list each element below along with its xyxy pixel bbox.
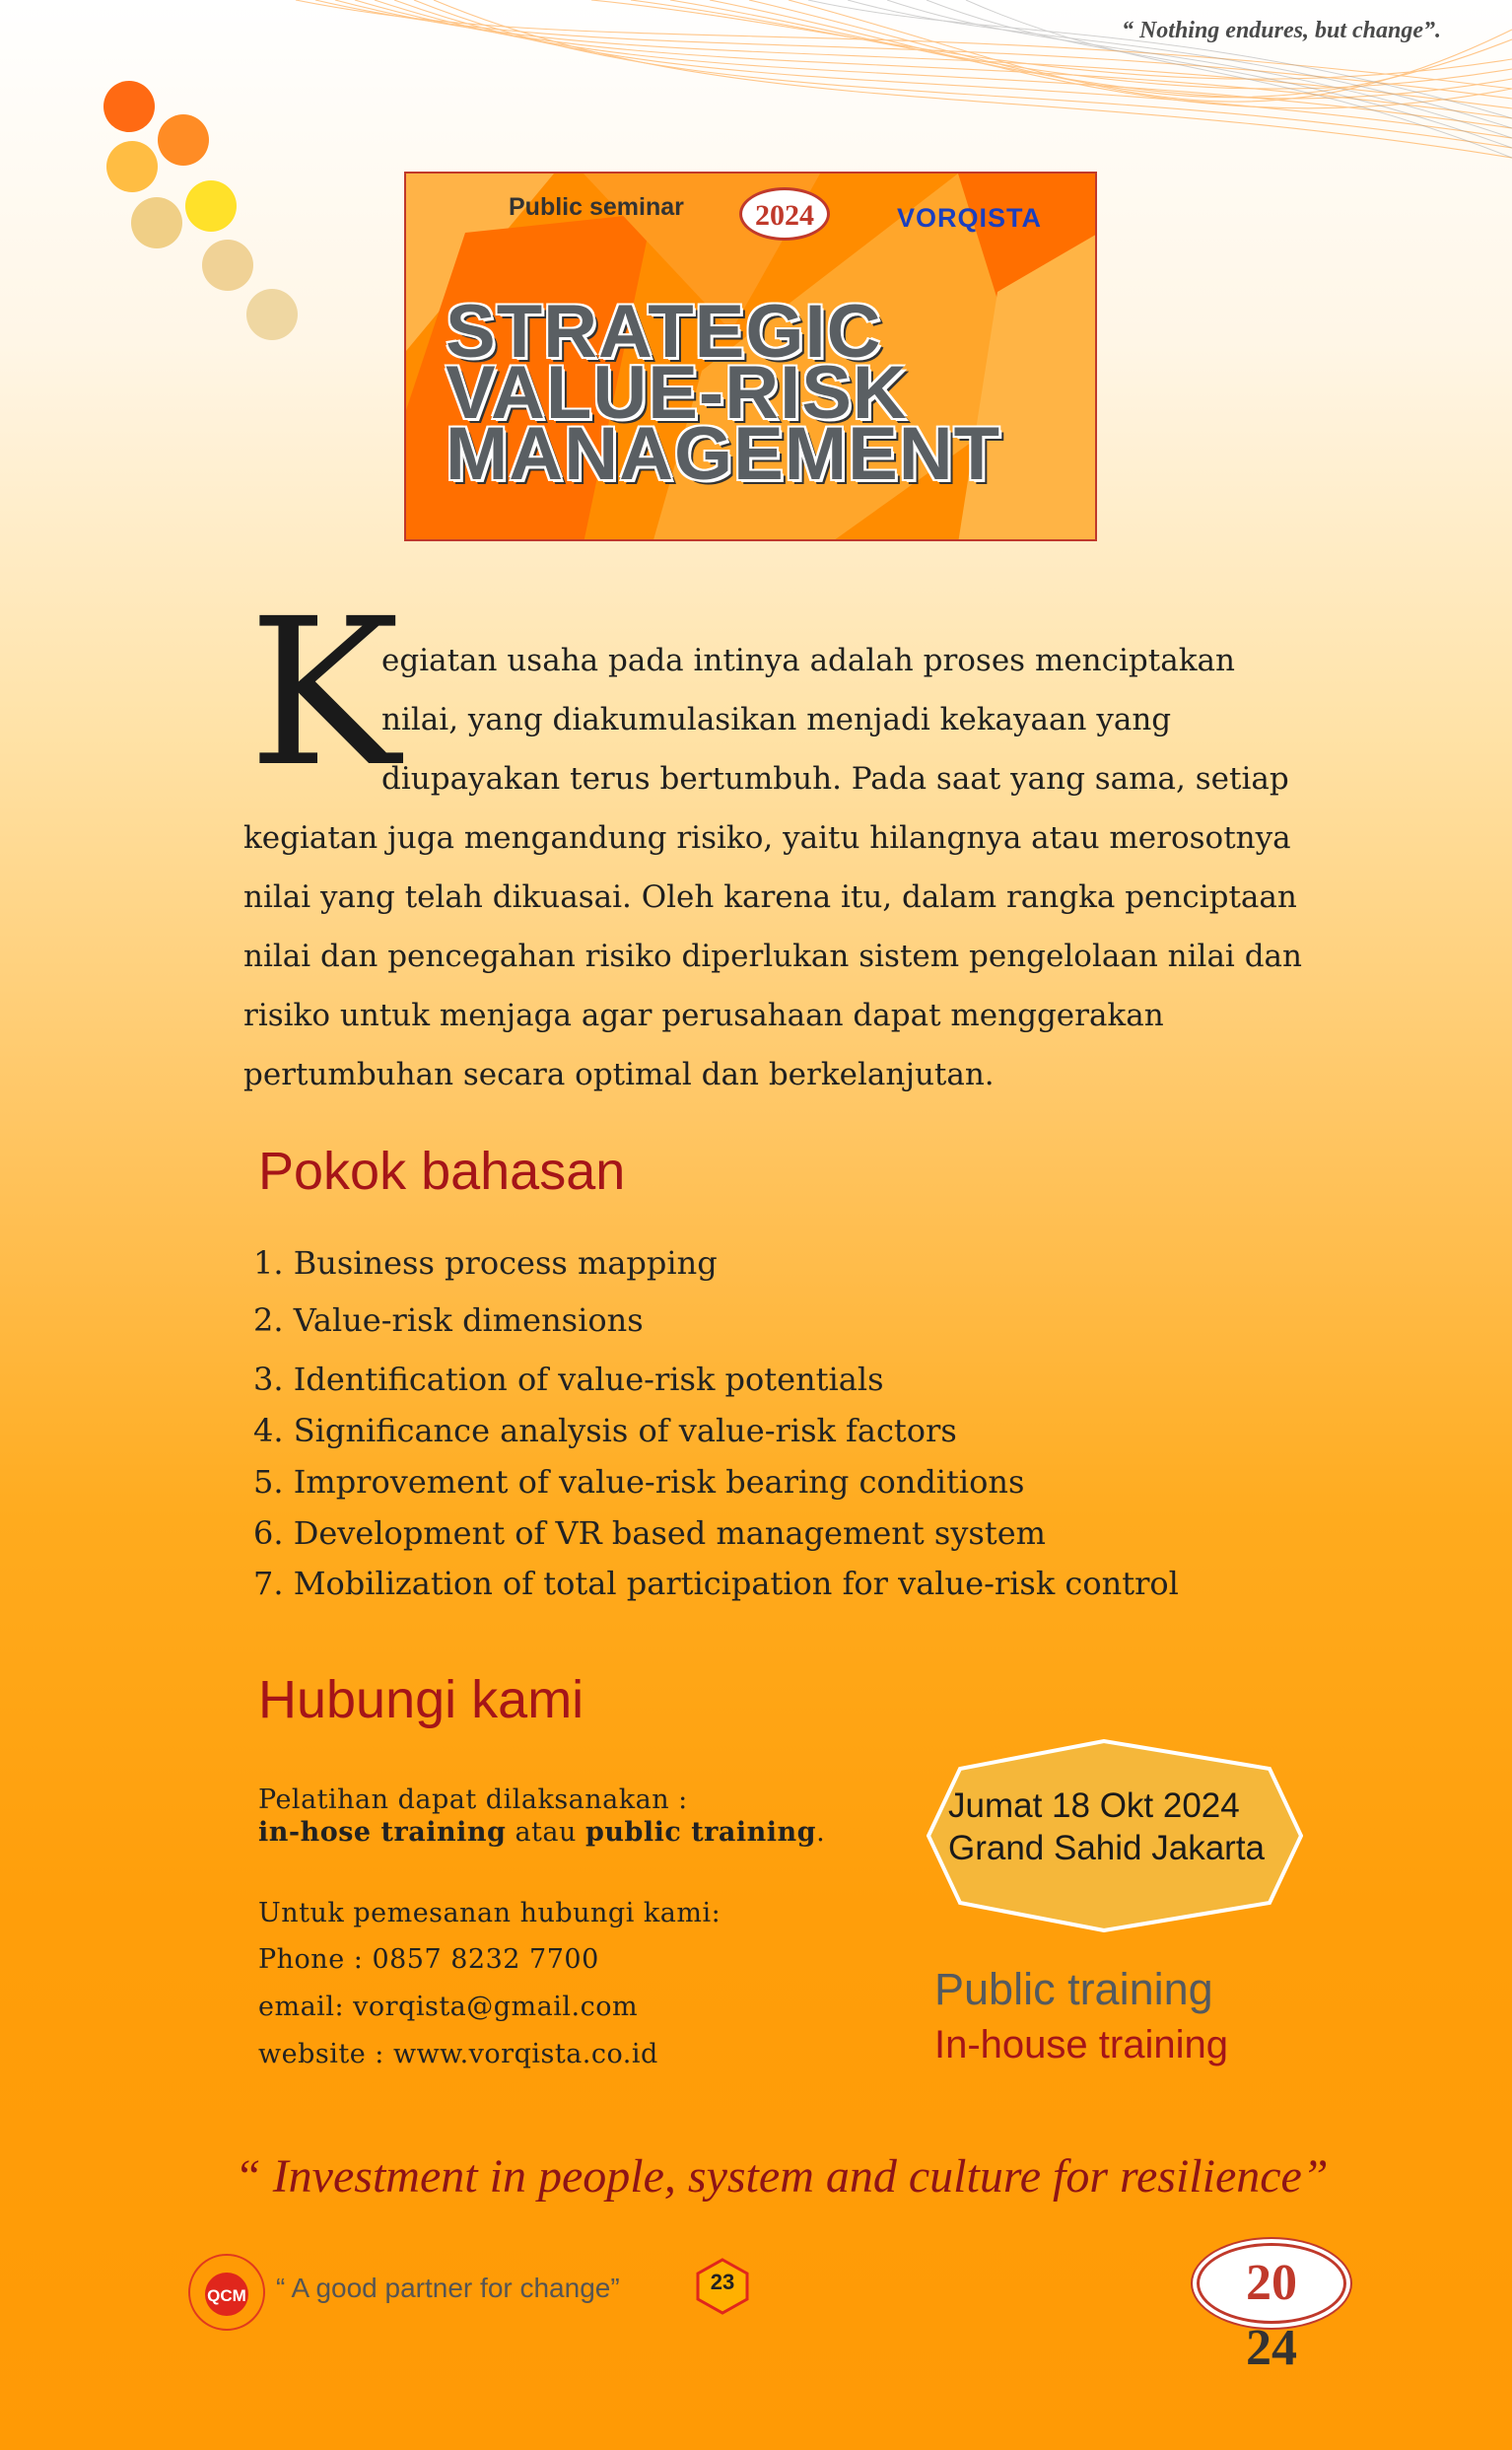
- topic-item: 2. Value-risk dimensions: [253, 1301, 644, 1339]
- qcm-logo-icon: [187, 2253, 266, 2332]
- banner-title: [446, 290, 1001, 496]
- phone-line: Phone : 0857 8232 7700: [258, 1944, 599, 1975]
- intro-line: diupayakan terus bertumbuh. Pada saat yang sama, setiap: [381, 761, 1289, 797]
- drop-cap: K: [248, 575, 400, 811]
- inhouse-training-label: In-house training: [934, 2023, 1228, 2066]
- public-training-label: Public training: [934, 1964, 1213, 2014]
- order-line: Untuk pemesanan hubungi kami:: [258, 1898, 722, 1928]
- topic-item: 1. Business process mapping: [253, 1244, 718, 1282]
- intro-line: pertumbuhan secara optimal dan berkelanjutan.: [243, 1057, 995, 1092]
- year-part-a: 20: [1246, 2255, 1297, 2311]
- intro-line: nilai dan pencegahan risiko diperlukan sistem pengelolaan nilai dan: [243, 939, 1302, 974]
- dot: [131, 197, 182, 248]
- tagline: “ A good partner for change”: [276, 2273, 620, 2303]
- intro-line: risiko untuk menjaga agar perusahaan dapat menggerakan: [243, 998, 1164, 1033]
- dot: [202, 240, 253, 291]
- year-emblem: [1197, 2243, 1346, 2376]
- topic-item: 7. Mobilization of total participation for value-risk control: [253, 1565, 1179, 1602]
- intro-line: nilai, yang diakumulasikan menjadi kekayaan yang: [381, 702, 1172, 737]
- seminar-banner: [404, 172, 1097, 541]
- event-venue: Grand Sahid Jakarta: [948, 1829, 1266, 1867]
- dot: [103, 81, 155, 132]
- topics-heading: Pokok bahasan: [258, 1142, 626, 1201]
- year-badge: [739, 187, 830, 241]
- dot: [106, 141, 158, 192]
- footer-quote: “ Investment in people, system and culture for resilience”: [235, 2150, 1329, 2203]
- inhouse-label: in-hose training: [258, 1817, 507, 1848]
- title-line: STRATEGIC: [446, 290, 882, 374]
- dot: [246, 289, 298, 340]
- topic-item: 5. Improvement of value-risk bearing conditions: [253, 1463, 1025, 1501]
- contact-heading: Hubungi kami: [258, 1670, 584, 1729]
- page-number: 23: [710, 2270, 735, 2294]
- event-details: [948, 1785, 1265, 1869]
- event-date: Jumat 18 Okt 2024: [948, 1786, 1240, 1825]
- header-quote: “ Nothing endures, but change”.: [1121, 18, 1441, 43]
- website-line: website : www.vorqista.co.id: [258, 2039, 658, 2069]
- banner-label: Public seminar: [509, 193, 684, 221]
- training-options: [258, 1817, 825, 1848]
- year-part-b: 24: [1246, 2320, 1297, 2376]
- public-label: public training: [584, 1817, 817, 1848]
- title-line: VALUE-RISK: [446, 351, 908, 435]
- intro-line: nilai yang telah dikuasai. Oleh karena itu, dalam rangka penciptaan: [243, 879, 1297, 915]
- period: .: [816, 1817, 826, 1848]
- qcm-logo-text: QCM: [207, 2286, 246, 2305]
- title-line: MANAGEMENT: [446, 412, 1001, 496]
- atau-label: atau: [506, 1817, 585, 1848]
- email-line: email: vorqista@gmail.com: [258, 1992, 639, 2022]
- training-options-line: Pelatihan dapat dilaksanakan :: [258, 1785, 688, 1815]
- intro-line: kegiatan juga mengandung risiko, yaitu hilangnya atau merosotnya: [243, 820, 1291, 856]
- topic-item: 6. Development of VR based management system: [253, 1514, 1046, 1552]
- year-badge-text: 2024: [755, 199, 814, 232]
- topic-item: 3. Identification of value-risk potentials: [253, 1361, 884, 1398]
- vorqista-logo: [897, 203, 1042, 234]
- topic-item: 4. Significance analysis of value-risk factors: [253, 1412, 957, 1449]
- intro-line: egiatan usaha pada intinya adalah proses menciptakan: [381, 643, 1235, 678]
- dot: [185, 180, 237, 232]
- dot: [158, 114, 209, 166]
- logo-text: VORQISTA: [897, 203, 1043, 233]
